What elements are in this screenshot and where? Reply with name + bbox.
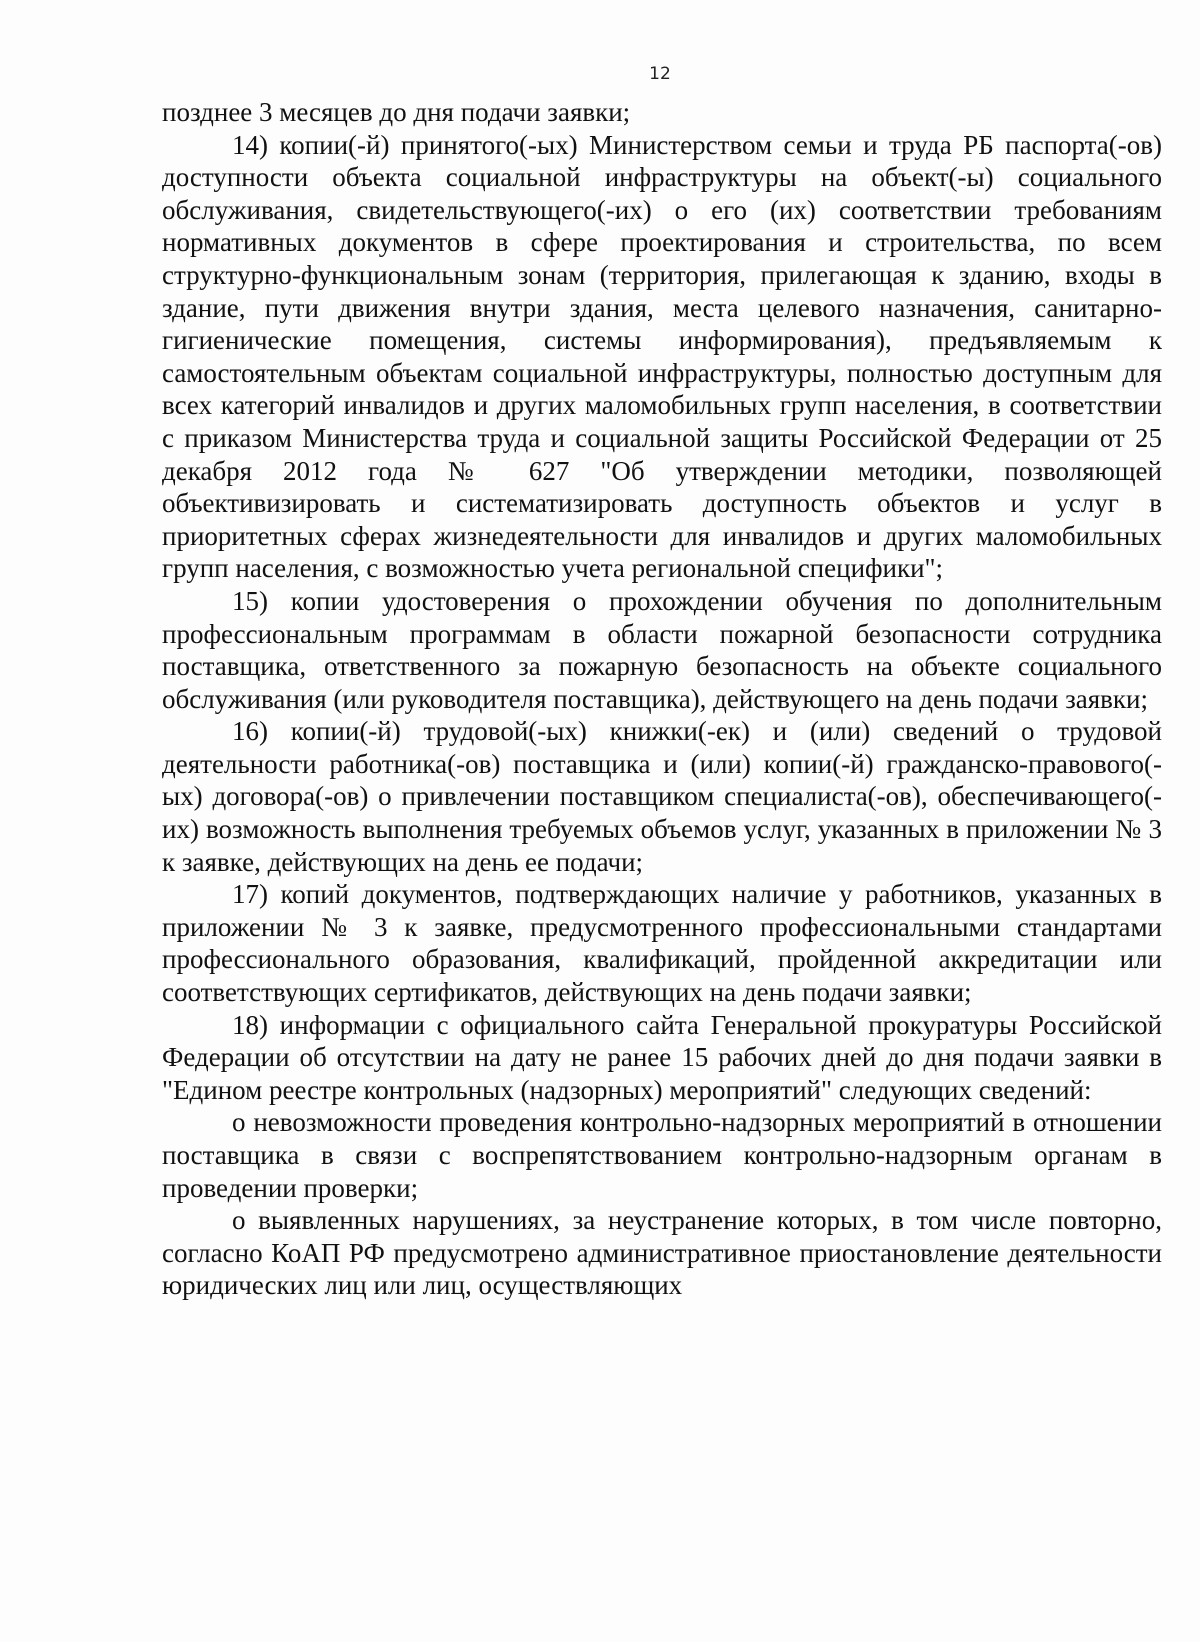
paragraph-item-16: 16) копии(-й) трудовой(-ых) книжки(-ек) и (или) сведений о трудовой деятельности работника(-ов) поставщика и (или) копии(-й) гражданско-правового(-ых) договора(-ов) о привлечении поставщиком специалиста(-ов), обеспечивающего(-их) возможность выполнения требуемых объемов услуг, указанных в приложении № 3 к заявке, действующих на день ее подачи; xyxy=(162,716,1162,877)
paragraph-obstruction: о невозможности проведения контрольно-надзорных мероприятий в отношении поставщика в связи с воспрепятствованием контрольно-надзорным органам в проведении проверки; xyxy=(162,1107,1162,1203)
document-body xyxy=(162,96,1162,1302)
paragraph-item-14: 14) копии(-й) принятого(-ых) Министерством семьи и труда РБ паспорта(-ов) доступности объекта социальной инфраструктуры на объект(-ы) социального обслуживания, свидетельствующего(-их) о его (их) соответствии требованиям нормативных документов в сфере проектирования и строительства, по всем структурно-функциональным зонам (территория, прилегающая к зданию, входы в здание, пути движения внутри здания, места целевого назначения, санитарно-гигиенические помещения, системы информирования), предъявляемым к самостоятельным объектам социальной инфраструктуры, полностью доступным для всех категорий инвалидов и других маломобильных групп населения, в соответствии с приказом Министерства труда и социальной защиты Российской Федерации от 25 декабря 2012 года № 627 "Об утверждении методики, позволяющей объективизировать и систематизировать доступность объектов и услуг в приоритетных сферах жизнедеятельности для инвалидов и других маломобильных групп населения, с возможностью учета региональной специфики"; xyxy=(162,129,1162,584)
paragraph-item-15: 15) копии удостоверения о прохождении обучения по дополнительным профессиональным программам в области пожарной безопасности сотрудника поставщика, ответственного за пожарную безопасность на объекте социального обслуживания (или руководителя поставщика), действующего на день подачи заявки; xyxy=(162,585,1162,714)
paragraph-item-18: 18) информации с официального сайта Генеральной прокуратуры Российской Федерации об отсутствии на дату не ранее 15 рабочих дней до дня подачи заявки в "Едином реестре контрольных (надзорных) мероприятий" следующих сведений: xyxy=(162,1009,1162,1105)
paragraph-item-17: 17) копий документов, подтверждающих наличие у работников, указанных в приложении № 3 к заявке, предусмотренного профессиональными стандартами профессионального образования, квалификаций, пройденной аккредитации или соответствующих сертификатов, действующих на день подачи заявки; xyxy=(162,879,1162,1008)
paragraph-violations: о выявленных нарушениях, за неустранение которых, в том числе повторно, согласно КоАП РФ предусмотрено административное приостановление деятельности юридических лиц или лиц, осуществляющих xyxy=(162,1205,1162,1301)
page-number: 12 xyxy=(649,64,671,84)
paragraph-continuation: позднее 3 месяцев до дня подачи заявки; xyxy=(162,97,631,127)
